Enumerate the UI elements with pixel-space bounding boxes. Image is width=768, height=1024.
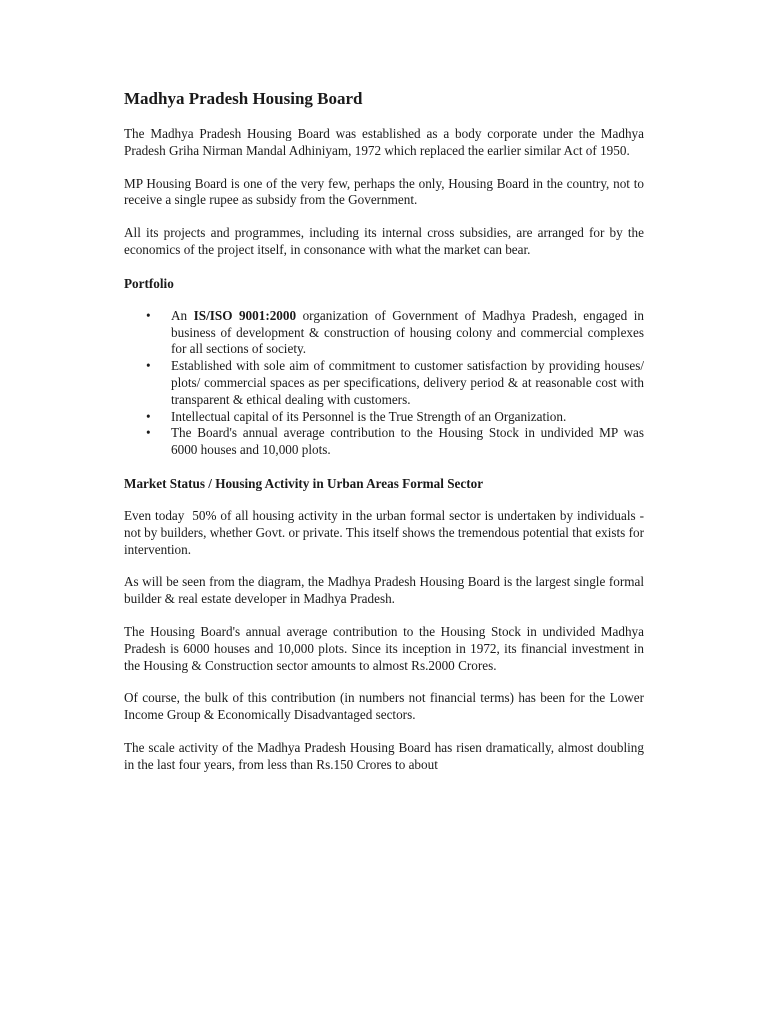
intro-paragraph-2: MP Housing Board is one of the very few, perhaps the only, Housing Board in the country, not to receive a single rupee as subsidy from the Government. (124, 175, 644, 208)
list-item: • Established with sole aim of commitment to customer satisfaction by providing houses/ plots/ commercial spaces as per specifications, delivery period & at reasonable cost with transparent & ethical dealing with customers. (146, 358, 644, 407)
market-status-heading: Market Status / Housing Activity in Urban Areas Formal Sector (124, 475, 484, 491)
market-paragraph-4: Of course, the bulk of this contribution (in numbers not financial terms) has been for the Lower Income Group & Economically Disadvantaged sectors. (124, 690, 644, 723)
market-paragraph-3: The Housing Board's annual average contribution to the Housing Stock in undivided Madhya Pradesh is 6000 houses and 10,000 plots. Since its inception in 1972, its financial investment in the Housing & Construction sector amounts to almost Rs.2000 Crores. (124, 623, 644, 673)
intro-paragraph-3: All its projects and programmes, including its internal cross subsidies, are arranged for by the economics of the project itself, in consonance with what the market can bear. (124, 225, 644, 257)
portfolio-heading: Portfolio (124, 275, 174, 291)
list-item: • An IS/ISO 9001:2000 organization of Government of Madhya Pradesh, engaged in business of development & construction of housing colony and commercial complexes for all sections of society. (146, 307, 644, 357)
bullet-icon: • (146, 307, 151, 323)
bullet-icon: • (146, 425, 151, 441)
list-item: • The Board's annual average contribution to the Housing Stock in undivided MP was 6000 houses and 10,000 plots. (146, 425, 644, 458)
market-paragraph-2: As will be seen from the diagram, the Madhya Pradesh Housing Board is the largest single formal builder & real estate developer in Madhya Pradesh. (124, 574, 644, 607)
bullet-icon: • (146, 358, 151, 374)
market-paragraph-1: Even today 50% of all housing activity in the urban formal sector is undertaken by individuals - not by builders, whether Govt. or private. This itself shows the tremendous potential that exists for intervention. (124, 507, 648, 557)
market-paragraph-5: The scale activity of the Madhya Pradesh Housing Board has risen dramatically, almost doubling in the last four years, from less than Rs.150 Crores to about (124, 739, 644, 772)
document-page (124, 88, 648, 790)
intro-paragraph-1: The Madhya Pradesh Housing Board was established as a body corporate under the Madhya Pradesh Griha Nirman Mandal Adhiniyam, 1972 which replaced the earlier similar Act of 1950. (124, 126, 644, 158)
page-title: Madhya Pradesh Housing Board (124, 89, 363, 108)
bullet-icon: • (146, 408, 151, 424)
list-item: • Intellectual capital of its Personnel is the True Strength of an Organization. (146, 408, 567, 424)
portfolio-list (124, 308, 644, 459)
iso-certification: IS/ISO 9001:2000 (193, 307, 297, 323)
